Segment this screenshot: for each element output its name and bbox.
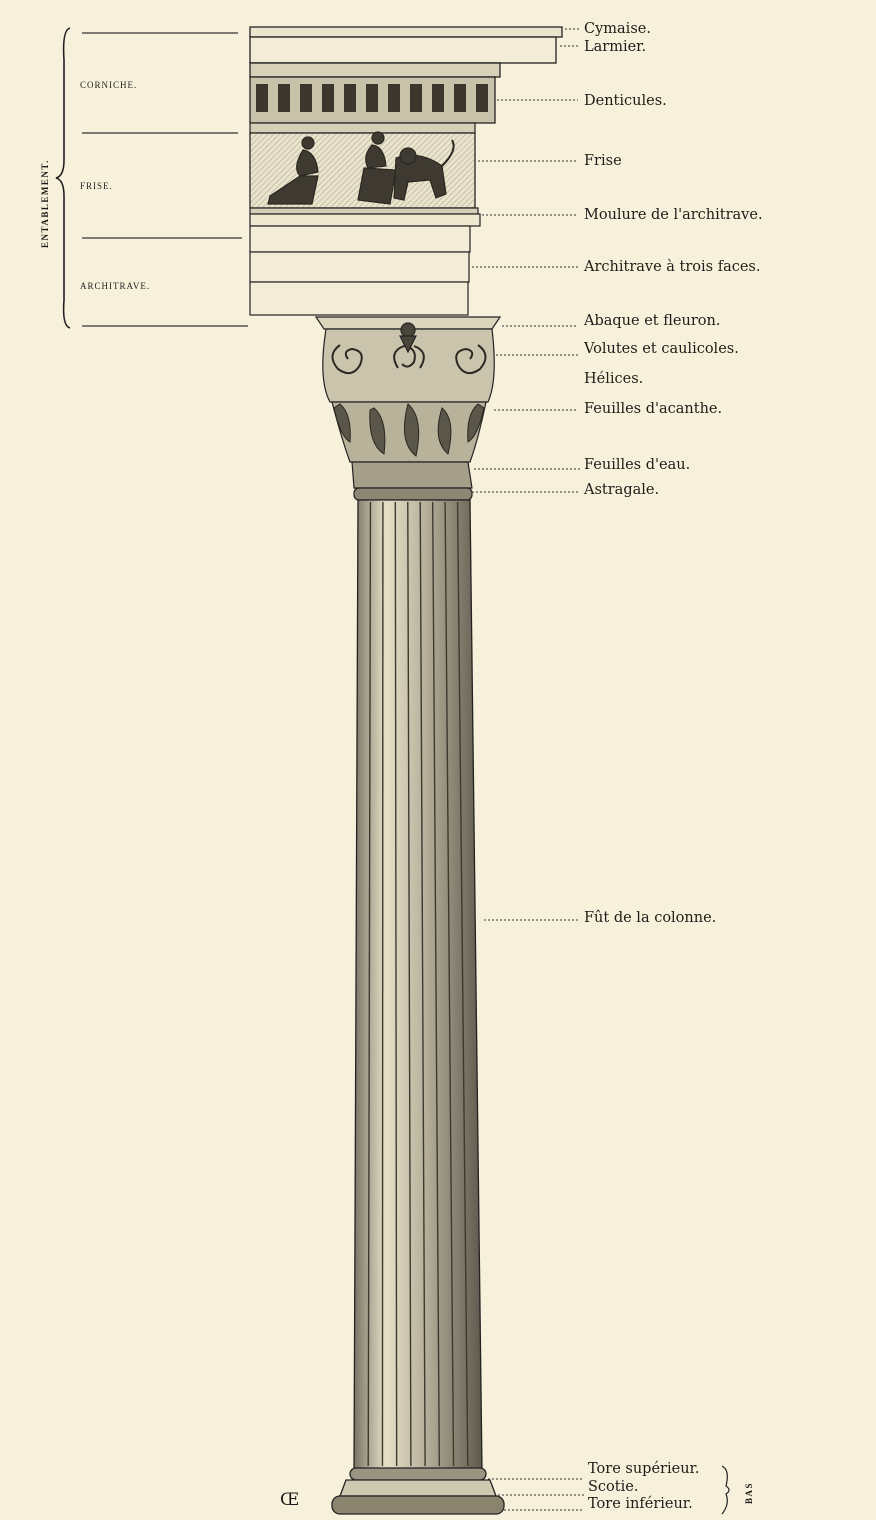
cornice bbox=[250, 27, 562, 123]
label-helices: Hélices. bbox=[584, 371, 644, 387]
base bbox=[332, 1468, 504, 1514]
dentil bbox=[344, 84, 356, 112]
dentil bbox=[388, 84, 400, 112]
label-astragale: Astragale. bbox=[584, 482, 660, 498]
label-abaque: Abaque et fleuron. bbox=[584, 313, 721, 329]
dentil bbox=[454, 84, 466, 112]
base-bracket bbox=[722, 1466, 729, 1514]
architrave-label: ARCHITRAVE. bbox=[80, 281, 151, 291]
entablement-bracket bbox=[56, 28, 70, 328]
base-group-label: BAS bbox=[744, 1481, 754, 1504]
frise-label: FRISE. bbox=[80, 181, 113, 191]
dentil bbox=[322, 84, 334, 112]
label-tore-superieur: Tore supérieur. bbox=[588, 1461, 700, 1477]
capital bbox=[316, 317, 500, 500]
dentil bbox=[476, 84, 488, 112]
label-architrave-faces: Architrave à trois faces. bbox=[584, 259, 761, 275]
dentil bbox=[410, 84, 422, 112]
dentil bbox=[432, 84, 444, 112]
dentil bbox=[256, 84, 268, 112]
label-frise: Frise bbox=[584, 153, 622, 169]
corniche-label: CORNICHE. bbox=[80, 80, 138, 90]
label-denticules: Denticules. bbox=[584, 93, 667, 109]
label-acanthe: Feuilles d'acanthe. bbox=[584, 401, 723, 417]
leader-lines bbox=[472, 29, 584, 1510]
label-tore-inferieur: Tore inférieur. bbox=[588, 1496, 693, 1512]
label-fut: Fût de la colonne. bbox=[584, 910, 717, 926]
entablement-label: ENTABLEMENT. bbox=[40, 159, 50, 248]
shaft bbox=[354, 500, 482, 1470]
label-scotie: Scotie. bbox=[588, 1479, 639, 1495]
label-volutes: Volutes et caulicoles. bbox=[584, 341, 739, 357]
label-cymaise: Cymaise. bbox=[584, 21, 651, 37]
architrave bbox=[250, 226, 470, 315]
engraver-monogram: Œ bbox=[280, 1490, 300, 1510]
label-larmier: Larmier. bbox=[584, 39, 647, 55]
frieze bbox=[250, 123, 480, 226]
dentil bbox=[366, 84, 378, 112]
label-eau: Feuilles d'eau. bbox=[584, 457, 691, 473]
label-moulure: Moulure de l'architrave. bbox=[584, 207, 763, 223]
dentil bbox=[300, 84, 312, 112]
dentil bbox=[278, 84, 290, 112]
